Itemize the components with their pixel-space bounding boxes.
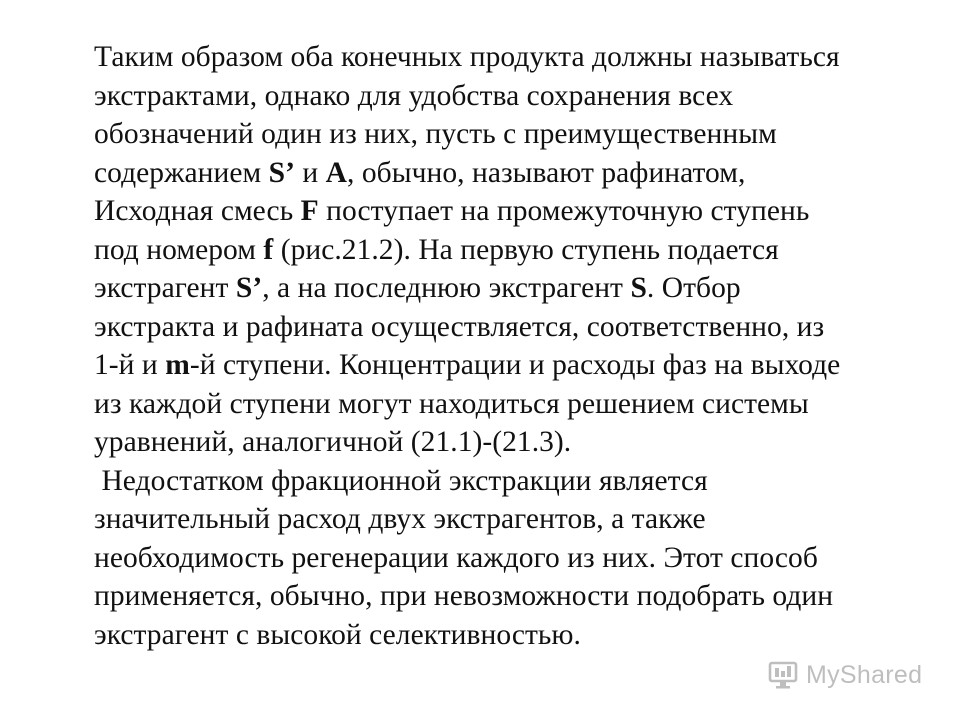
symbol-f-lower: f [263, 233, 274, 266]
symbol-s-prime: S’ [268, 156, 295, 189]
paragraph2 [94, 462, 924, 655]
paragraph1-line-10: из каждой ступени могут находиться решением системы [94, 387, 809, 420]
symbol-s: S [630, 272, 647, 304]
symbol-f-upper: F [300, 195, 319, 227]
paragraph1-line-2: экстрактами, однако для удобства сохранения всех [94, 79, 734, 112]
symbol-m: m [165, 349, 190, 381]
symbol-s-prime-2: S’ [235, 272, 263, 304]
paragraph1-line-3: обозначений один из них, пусть с преимущественным [94, 118, 777, 150]
symbol-a: A [325, 156, 348, 189]
paragraph1-line-4: содержанием S’ и A, обычно, называют рафинатом, [94, 156, 746, 189]
monitor-logo-icon [768, 660, 800, 690]
slide-text [94, 38, 924, 654]
watermark [768, 656, 922, 694]
watermark-text: MyShared [806, 660, 923, 689]
paragraph1-line-11: уравнений, аналогичной (21.1)-(21.3). [94, 426, 572, 458]
paragraph2-line-3: необходимость регенерации каждого из них. Этот способ [94, 541, 818, 574]
paragraph2-line-5: экстрагент с высокой селективностью. [94, 618, 581, 651]
paragraph1-line-6: под номером f (рис.21.2). На первую ступень подается [94, 233, 779, 266]
paragraph1-line-1: Таким образом оба конечных продукта должны называться [94, 41, 840, 73]
paragraph1-line-8: экстракта и рафината осуществляется, соответственно, из [94, 310, 825, 343]
paragraph2-line-4: применяется, обычно, при невозможности подобрать один [94, 580, 834, 612]
paragraph1-line-7: экстрагент S’, а на последнюю экстрагент S. Отбор [94, 272, 741, 304]
paragraph1-line-5: Исходная смесь F поступает на промежуточную ступень [94, 195, 810, 227]
paragraph1-line-9: 1-й и m-й ступени. Концентрации и расходы фаз на выходе [94, 349, 841, 381]
paragraph2-line-1: Недостатком фракционной экстракции является [101, 464, 708, 497]
paragraph2-line-2: значительный расход двух экстрагентов, а также [94, 503, 706, 535]
